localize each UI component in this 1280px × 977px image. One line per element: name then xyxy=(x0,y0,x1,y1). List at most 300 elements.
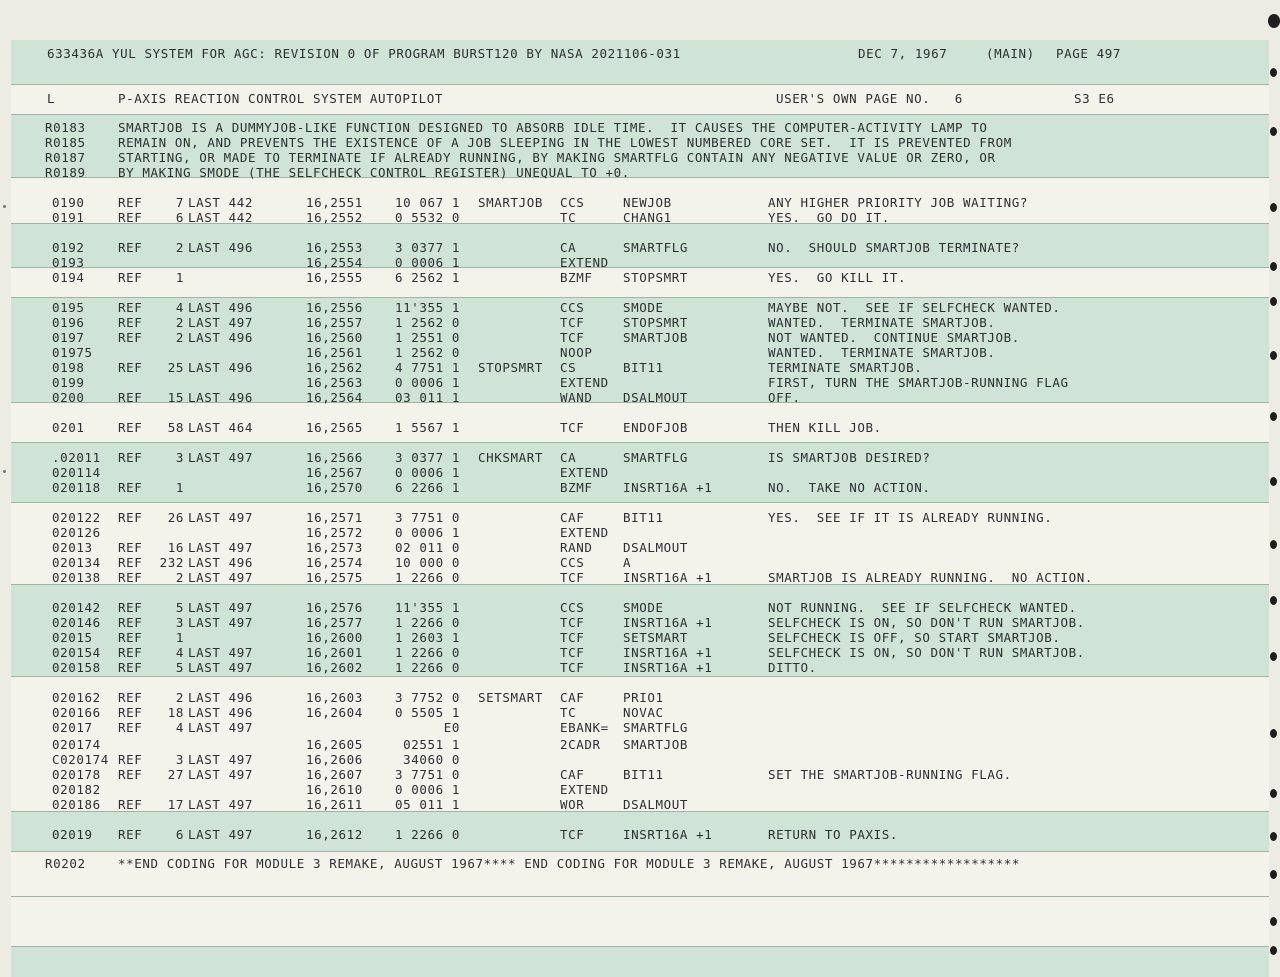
line-address: 16,2557 xyxy=(306,315,363,330)
line-address: 16,2610 xyxy=(306,782,363,797)
line-sequence: 0196 xyxy=(52,315,85,330)
line-opcode: TCF xyxy=(560,660,585,675)
line-address: 16,2555 xyxy=(306,270,363,285)
line-sequence: 0201 xyxy=(52,420,85,435)
line-opcode: EXTEND xyxy=(560,525,609,540)
line-sequence: 0194 xyxy=(52,270,85,285)
paper-rule xyxy=(11,297,1269,298)
line-ref: REF xyxy=(118,630,143,645)
line-address: 16,2575 xyxy=(306,570,363,585)
line-opcode: 2CADR xyxy=(560,737,601,752)
line-sequence: 020166 xyxy=(52,705,101,720)
line-operand: INSRT16A +1 xyxy=(623,615,713,630)
line-code: 1 2551 0 xyxy=(394,330,460,345)
line-operand: SMARTFLG xyxy=(623,720,689,735)
line-opcode: TC xyxy=(560,705,577,720)
line-sequence: 020138 xyxy=(52,570,101,585)
line-operand: NOVAC xyxy=(623,705,664,720)
line-sequence: 0192 xyxy=(52,240,85,255)
line-code: 03 011 1 xyxy=(394,390,460,405)
line-operand: SMODE xyxy=(623,600,664,615)
line-code: 3 7751 0 xyxy=(394,510,460,525)
sprocket-hole xyxy=(1270,262,1277,271)
line-code: 05 011 1 xyxy=(394,797,460,812)
line-code: E0 xyxy=(443,720,460,735)
line-code: 11'355 1 xyxy=(394,600,460,615)
paper-rule xyxy=(11,442,1269,443)
line-code: 1 2266 0 xyxy=(394,660,460,675)
line-remark: SELFCHECK IS ON, SO DON'T RUN SMARTJOB. xyxy=(768,645,1085,660)
line-last-page: LAST 497 xyxy=(188,570,254,585)
line-ref: REF xyxy=(118,615,143,630)
paper-rule xyxy=(11,946,1269,947)
margin-dot xyxy=(3,470,6,473)
line-remark: SELFCHECK IS OFF, SO START SMARTJOB. xyxy=(768,630,1061,645)
paper-rule xyxy=(11,896,1269,897)
line-sequence: C020174 xyxy=(52,752,109,767)
line-remark: TERMINATE SMARTJOB. xyxy=(768,360,923,375)
line-address: 16,2561 xyxy=(306,345,363,360)
line-ref: REF xyxy=(118,195,143,210)
line-address: 16,2601 xyxy=(306,645,363,660)
line-remark: NOT WANTED. CONTINUE SMARTJOB. xyxy=(768,330,1020,345)
line-ref: REF xyxy=(118,690,143,705)
line-address: 16,2553 xyxy=(306,240,363,255)
line-sequence: 020134 xyxy=(52,555,101,570)
line-code: 11'355 1 xyxy=(394,300,460,315)
line-opcode: TCF xyxy=(560,615,585,630)
line-ref: REF xyxy=(118,315,143,330)
sprocket-hole xyxy=(1270,652,1277,661)
line-operand: INSRT16A +1 xyxy=(623,827,713,842)
line-code: 4 7751 1 xyxy=(394,360,460,375)
sprocket-hole xyxy=(1270,127,1277,136)
header-page-number: PAGE 497 xyxy=(1056,46,1122,61)
line-address: 16,2552 xyxy=(306,210,363,225)
sprocket-hole xyxy=(1270,832,1277,841)
line-ref-count: 4 xyxy=(175,645,184,660)
line-ref: REF xyxy=(118,240,143,255)
line-code: 1 5567 1 xyxy=(394,420,460,435)
line-code: 6 2266 1 xyxy=(394,480,460,495)
line-sequence: 020142 xyxy=(52,600,101,615)
line-last-page: LAST 497 xyxy=(188,510,254,525)
line-ref: REF xyxy=(118,270,143,285)
line-remark: OFF. xyxy=(768,390,801,405)
line-ref-count: 232 xyxy=(159,555,184,570)
line-remark: MAYBE NOT. SEE IF SELFCHECK WANTED. xyxy=(768,300,1061,315)
line-last-page: LAST 496 xyxy=(188,360,254,375)
line-ref: REF xyxy=(118,300,143,315)
line-ref: REF xyxy=(118,752,143,767)
line-code: 02 011 0 xyxy=(394,540,460,555)
line-opcode: EXTEND xyxy=(560,782,609,797)
line-opcode: CAF xyxy=(560,510,585,525)
line-remark: RETURN TO PAXIS. xyxy=(768,827,899,842)
line-last-page: LAST 442 xyxy=(188,210,254,225)
line-ref: REF xyxy=(118,420,143,435)
line-ref-count: 6 xyxy=(175,827,184,842)
line-operand: CHANG1 xyxy=(623,210,672,225)
line-address: 16,2604 xyxy=(306,705,363,720)
line-opcode: TCF xyxy=(560,330,585,345)
footer-id: R0202 xyxy=(45,856,86,871)
line-address: 16,2554 xyxy=(306,255,363,270)
line-remark: THEN KILL JOB. xyxy=(768,420,882,435)
line-opcode: EXTEND xyxy=(560,255,609,270)
line-address: 16,2602 xyxy=(306,660,363,675)
line-code: 1 2266 0 xyxy=(394,615,460,630)
paper-band xyxy=(11,897,1269,947)
line-code: 10 067 1 xyxy=(394,195,460,210)
line-last-page: LAST 497 xyxy=(188,767,254,782)
line-opcode: CS xyxy=(560,360,577,375)
line-sequence: 02017 xyxy=(52,720,93,735)
line-code: 1 2562 0 xyxy=(394,345,460,360)
line-remark: WANTED. TERMINATE SMARTJOB. xyxy=(768,345,996,360)
paper-band xyxy=(11,947,1269,977)
line-sequence: 0193 xyxy=(52,255,85,270)
line-operand: STOPSMRT xyxy=(623,270,689,285)
line-address: 16,2577 xyxy=(306,615,363,630)
line-operand: DSALMOUT xyxy=(623,390,689,405)
line-sequence: 020178 xyxy=(52,767,101,782)
line-last-page: LAST 497 xyxy=(188,645,254,660)
line-operand: BIT11 xyxy=(623,510,664,525)
line-ref-count: 17 xyxy=(167,797,184,812)
comment-text: STARTING, OR MADE TO TERMINATE IF ALREADY RUNNING, BY MAKING SMARTFLG CONTAIN ANY NEGATIVE VALUE OR ZERO, OR xyxy=(118,150,996,165)
line-last-page: LAST 496 xyxy=(188,390,254,405)
comment-text: SMARTJOB IS A DUMMYJOB-LIKE FUNCTION DESIGNED TO ABSORB IDLE TIME. IT CAUSES THE COMPUTER-ACTIVITY LAMP TO xyxy=(118,120,988,135)
footer-text: **END CODING FOR MODULE 3 REMAKE, AUGUST 1967**** END CODING FOR MODULE 3 REMAKE, AUGUST 1967****************** xyxy=(118,856,1020,871)
line-last-page: LAST 496 xyxy=(188,705,254,720)
line-last-page: LAST 497 xyxy=(188,752,254,767)
line-ref-count: 25 xyxy=(167,360,184,375)
comment-id: R0183 xyxy=(45,120,86,135)
sprocket-hole xyxy=(1270,351,1277,360)
line-opcode: TCF xyxy=(560,630,585,645)
line-sequence: 0198 xyxy=(52,360,85,375)
line-last-page: LAST 464 xyxy=(188,420,254,435)
line-operand: STOPSMRT xyxy=(623,315,689,330)
line-ref-count: 3 xyxy=(175,450,184,465)
line-ref-count: 3 xyxy=(175,752,184,767)
line-ref-count: 5 xyxy=(175,660,184,675)
line-label: CHKSMART xyxy=(478,450,544,465)
line-opcode: WAND xyxy=(560,390,593,405)
sprocket-hole xyxy=(1270,789,1277,798)
line-last-page: LAST 497 xyxy=(188,827,254,842)
line-remark: DITTO. xyxy=(768,660,817,675)
line-sequence: 02019 xyxy=(52,827,93,842)
line-sequence: 020122 xyxy=(52,510,101,525)
line-remark: SET THE SMARTJOB-RUNNING FLAG. xyxy=(768,767,1012,782)
line-ref: REF xyxy=(118,330,143,345)
line-address: 16,2611 xyxy=(306,797,363,812)
line-ref-count: 58 xyxy=(167,420,184,435)
comment-text: BY MAKING SMODE (THE SELFCHECK CONTROL REGISTER) UNEQUAL TO +0. xyxy=(118,165,630,180)
comment-id: R0189 xyxy=(45,165,86,180)
header-date: DEC 7, 1967 xyxy=(858,46,948,61)
subheader-marker: L xyxy=(47,91,56,106)
line-ref: REF xyxy=(118,570,143,585)
line-address: 16,2563 xyxy=(306,375,363,390)
line-ref: REF xyxy=(118,360,143,375)
header-section: (MAIN) xyxy=(986,46,1035,61)
line-address: 16,2571 xyxy=(306,510,363,525)
subheader-own-page: USER'S OWN PAGE NO. 6 xyxy=(776,91,963,106)
line-remark: NO. TAKE NO ACTION. xyxy=(768,480,931,495)
line-address: 16,2607 xyxy=(306,767,363,782)
line-last-page: LAST 497 xyxy=(188,600,254,615)
line-remark: WANTED. TERMINATE SMARTJOB. xyxy=(768,315,996,330)
line-last-page: LAST 497 xyxy=(188,615,254,630)
line-code: 34060 0 xyxy=(403,752,460,767)
line-operand: BIT11 xyxy=(623,360,664,375)
line-operand: SMARTFLG xyxy=(623,240,689,255)
line-address: 16,2562 xyxy=(306,360,363,375)
paper-rule xyxy=(11,267,1269,268)
line-ref-count: 2 xyxy=(175,690,184,705)
line-operand: INSRT16A +1 xyxy=(623,660,713,675)
sprocket-hole xyxy=(1270,477,1277,486)
line-ref: REF xyxy=(118,510,143,525)
line-sequence: 020118 xyxy=(52,480,101,495)
line-operand: PRIO1 xyxy=(623,690,664,705)
line-ref: REF xyxy=(118,210,143,225)
line-last-page: LAST 497 xyxy=(188,797,254,812)
line-ref-count: 7 xyxy=(175,195,184,210)
paper-rule xyxy=(11,84,1269,85)
line-ref-count: 16 xyxy=(167,540,184,555)
line-address: 16,2566 xyxy=(306,450,363,465)
sprocket-hole xyxy=(1270,870,1277,879)
line-sequence: 0195 xyxy=(52,300,85,315)
sprocket-hole xyxy=(1270,412,1277,421)
line-ref-count: 1 xyxy=(175,480,184,495)
line-ref-count: 2 xyxy=(175,315,184,330)
line-ref: REF xyxy=(118,767,143,782)
line-remark: YES. GO DO IT. xyxy=(768,210,890,225)
line-address: 16,2564 xyxy=(306,390,363,405)
line-remark: YES. SEE IF IT IS ALREADY RUNNING. xyxy=(768,510,1053,525)
line-sequence: 020186 xyxy=(52,797,101,812)
line-address: 16,2565 xyxy=(306,420,363,435)
paper-rule xyxy=(11,676,1269,677)
line-sequence: .02011 xyxy=(52,450,101,465)
line-address: 16,2576 xyxy=(306,600,363,615)
line-sequence: 01975 xyxy=(52,345,93,360)
line-ref-count: 26 xyxy=(167,510,184,525)
line-ref: REF xyxy=(118,600,143,615)
line-code: 1 2562 0 xyxy=(394,315,460,330)
sprocket-hole xyxy=(1270,68,1277,77)
line-ref: REF xyxy=(118,645,143,660)
line-ref-count: 1 xyxy=(175,630,184,645)
line-operand: DSALMOUT xyxy=(623,540,689,555)
line-operand: INSRT16A +1 xyxy=(623,645,713,660)
line-last-page: LAST 496 xyxy=(188,330,254,345)
line-code: 0 0006 1 xyxy=(394,525,460,540)
header-program-line: 633436A YUL SYSTEM FOR AGC: REVISION 0 OF PROGRAM BURST120 BY NASA 2021106-031 xyxy=(47,46,681,61)
line-sequence: 020146 xyxy=(52,615,101,630)
line-sequence: 020114 xyxy=(52,465,101,480)
line-ref: REF xyxy=(118,390,143,405)
line-operand: NEWJOB xyxy=(623,195,672,210)
line-opcode: RAND xyxy=(560,540,593,555)
line-opcode: CCS xyxy=(560,600,585,615)
line-operand: DSALMOUT xyxy=(623,797,689,812)
line-ref: REF xyxy=(118,827,143,842)
line-address: 16,2567 xyxy=(306,465,363,480)
line-opcode: TCF xyxy=(560,827,585,842)
line-address: 16,2570 xyxy=(306,480,363,495)
line-ref-count: 5 xyxy=(175,600,184,615)
line-opcode: EBANK= xyxy=(560,720,609,735)
line-code: 3 7752 0 xyxy=(394,690,460,705)
line-sequence: 020162 xyxy=(52,690,101,705)
line-opcode: CA xyxy=(560,450,577,465)
line-ref-count: 15 xyxy=(167,390,184,405)
sprocket-hole xyxy=(1270,917,1277,926)
line-opcode: TCF xyxy=(560,315,585,330)
line-address: 16,2605 xyxy=(306,737,363,752)
line-sequence: 020126 xyxy=(52,525,101,540)
line-last-page: LAST 497 xyxy=(188,660,254,675)
line-code: 0 5505 1 xyxy=(394,705,460,720)
line-operand: SMARTJOB xyxy=(623,330,689,345)
line-address: 16,2606 xyxy=(306,752,363,767)
line-opcode: TCF xyxy=(560,570,585,585)
line-code: 10 000 0 xyxy=(394,555,460,570)
line-address: 16,2600 xyxy=(306,630,363,645)
line-ref: REF xyxy=(118,720,143,735)
line-code: 3 0377 1 xyxy=(394,450,460,465)
line-ref-count: 1 xyxy=(175,270,184,285)
paper-rule xyxy=(11,851,1269,852)
line-opcode: TCF xyxy=(560,420,585,435)
line-ref: REF xyxy=(118,555,143,570)
line-remark: NOT RUNNING. SEE IF SELFCHECK WANTED. xyxy=(768,600,1077,615)
line-remark: SELFCHECK IS ON, SO DON'T RUN SMARTJOB. xyxy=(768,615,1085,630)
line-sequence: 020182 xyxy=(52,782,101,797)
line-code: 0 5532 0 xyxy=(394,210,460,225)
line-code: 1 2603 1 xyxy=(394,630,460,645)
line-last-page: LAST 497 xyxy=(188,450,254,465)
line-sequence: 0200 xyxy=(52,390,85,405)
line-opcode: CCS xyxy=(560,195,585,210)
line-ref-count: 27 xyxy=(167,767,184,782)
line-remark: ANY HIGHER PRIORITY JOB WAITING? xyxy=(768,195,1029,210)
line-opcode: CA xyxy=(560,240,577,255)
line-address: 16,2573 xyxy=(306,540,363,555)
line-sequence: 02015 xyxy=(52,630,93,645)
line-code: 1 2266 0 xyxy=(394,827,460,842)
line-opcode: BZMF xyxy=(560,480,593,495)
line-operand: INSRT16A +1 xyxy=(623,570,713,585)
line-opcode: EXTEND xyxy=(560,465,609,480)
line-opcode: TCF xyxy=(560,645,585,660)
line-ref-count: 4 xyxy=(175,300,184,315)
line-operand: INSRT16A +1 xyxy=(623,480,713,495)
sprocket-hole xyxy=(1270,729,1277,738)
line-label: SETSMART xyxy=(478,690,544,705)
line-last-page: LAST 496 xyxy=(188,240,254,255)
line-address: 16,2572 xyxy=(306,525,363,540)
line-last-page: LAST 496 xyxy=(188,555,254,570)
line-address: 16,2551 xyxy=(306,195,363,210)
line-ref: REF xyxy=(118,540,143,555)
line-remark: FIRST, TURN THE SMARTJOB-RUNNING FLAG xyxy=(768,375,1069,390)
line-opcode: CCS xyxy=(560,555,585,570)
subheader-codes: S3 E6 xyxy=(1074,91,1115,106)
line-sequence: 0199 xyxy=(52,375,85,390)
line-code: 0 0006 1 xyxy=(394,465,460,480)
line-code: 0 0006 1 xyxy=(394,375,460,390)
line-opcode: EXTEND xyxy=(560,375,609,390)
line-address: 16,2556 xyxy=(306,300,363,315)
line-code: 0 0006 1 xyxy=(394,255,460,270)
line-operand: BIT11 xyxy=(623,767,664,782)
line-address: 16,2574 xyxy=(306,555,363,570)
sprocket-hole xyxy=(1270,946,1277,955)
line-opcode: CAF xyxy=(560,690,585,705)
paper-rule xyxy=(11,502,1269,503)
line-code: 1 2266 0 xyxy=(394,570,460,585)
line-operand: SETSMART xyxy=(623,630,689,645)
line-sequence: 02013 xyxy=(52,540,93,555)
line-sequence: 020174 xyxy=(52,737,101,752)
line-ref-count: 4 xyxy=(175,720,184,735)
comment-id: R0185 xyxy=(45,135,86,150)
line-operand: SMODE xyxy=(623,300,664,315)
line-last-page: LAST 442 xyxy=(188,195,254,210)
line-last-page: LAST 496 xyxy=(188,300,254,315)
line-ref-count: 2 xyxy=(175,240,184,255)
line-label: SMARTJOB xyxy=(478,195,544,210)
line-opcode: BZMF xyxy=(560,270,593,285)
line-opcode: CAF xyxy=(560,767,585,782)
line-code: 6 2562 1 xyxy=(394,270,460,285)
sprocket-hole xyxy=(1270,203,1277,212)
line-code: 0 0006 1 xyxy=(394,782,460,797)
line-sequence: 0190 xyxy=(52,195,85,210)
paper-rule xyxy=(11,114,1269,115)
line-sequence: 0191 xyxy=(52,210,85,225)
line-code: 1 2266 0 xyxy=(394,645,460,660)
line-ref: REF xyxy=(118,480,143,495)
line-operand: A xyxy=(623,555,632,570)
line-address: 16,2560 xyxy=(306,330,363,345)
line-address: 16,2603 xyxy=(306,690,363,705)
line-opcode: NOOP xyxy=(560,345,593,360)
line-operand: SMARTJOB xyxy=(623,737,689,752)
line-ref-count: 3 xyxy=(175,615,184,630)
line-remark: YES. GO KILL IT. xyxy=(768,270,907,285)
line-sequence: 020154 xyxy=(52,645,101,660)
line-ref-count: 2 xyxy=(175,330,184,345)
line-remark: SMARTJOB IS ALREADY RUNNING. NO ACTION. xyxy=(768,570,1094,585)
line-remark: IS SMARTJOB DESIRED? xyxy=(768,450,931,465)
line-ref: REF xyxy=(118,660,143,675)
line-ref: REF xyxy=(118,705,143,720)
line-last-page: LAST 497 xyxy=(188,540,254,555)
line-sequence: 0197 xyxy=(52,330,85,345)
line-ref-count: 6 xyxy=(175,210,184,225)
sprocket-hole xyxy=(1270,596,1277,605)
line-last-page: LAST 496 xyxy=(188,690,254,705)
line-last-page: LAST 497 xyxy=(188,720,254,735)
